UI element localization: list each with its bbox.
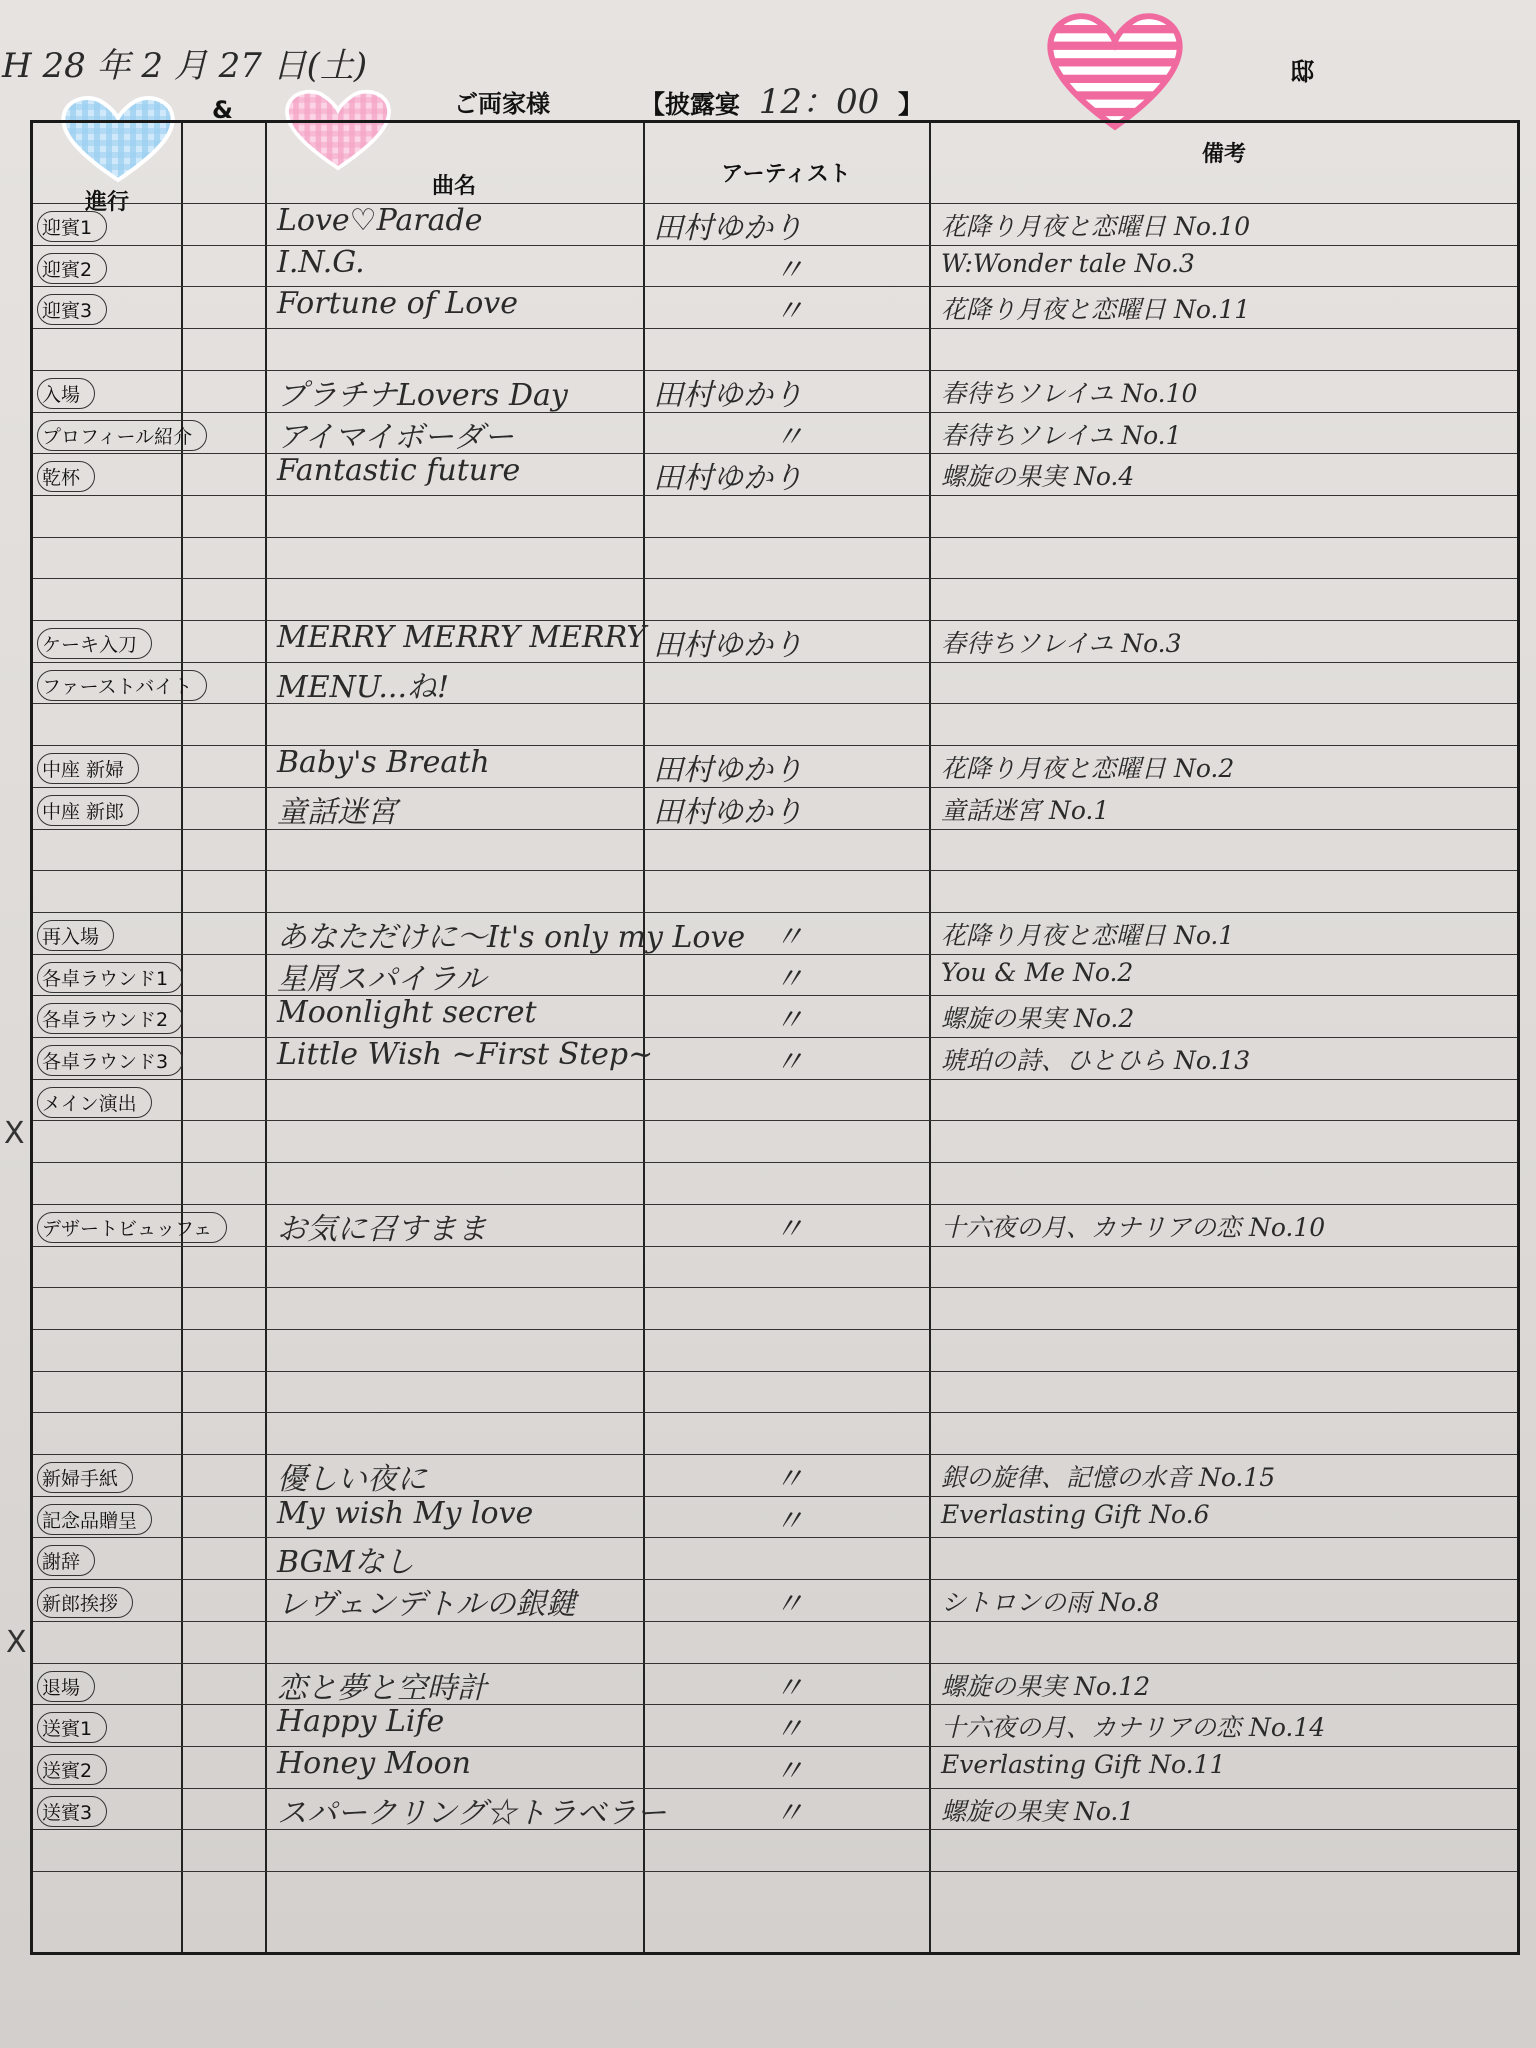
artist-cell: 〃 — [774, 1003, 804, 1039]
col-header-memo: 備考 — [1201, 142, 1246, 167]
table-row — [33, 1371, 1517, 1413]
song-cell: Happy Life — [277, 1704, 445, 1740]
stage-cell: 送賓3 — [37, 1796, 107, 1827]
table-row — [33, 1037, 1517, 1079]
memo-cell: 螺旋の果実 No.12 — [941, 1671, 1151, 1701]
reception-time: 12：00 — [758, 82, 880, 122]
ampersand: & — [212, 96, 233, 124]
memo-cell: 春待ちソレイユ No.10 — [941, 378, 1198, 408]
table-row — [33, 1079, 1517, 1121]
memo-cell: W:Wonder tale No.3 — [941, 248, 1195, 278]
artist-cell: 田村ゆかり — [653, 794, 803, 830]
artist-cell: 〃 — [774, 1712, 804, 1748]
table-row — [33, 1663, 1517, 1705]
table-row — [33, 1704, 1517, 1746]
song-cell: MENU...ね! — [277, 669, 450, 705]
song-cell: MERRY MERRY MERRY — [277, 620, 647, 655]
table-row — [33, 1246, 1517, 1288]
table-row — [33, 703, 1517, 745]
song-cell: Fantastic future — [277, 453, 521, 489]
stage-cell: ケーキ入刀 — [37, 628, 152, 659]
artist-cell: 田村ゆかり — [653, 628, 803, 663]
artist-cell: 〃 — [774, 1753, 804, 1789]
memo-cell: 十六夜の月、カナリアの恋 No.14 — [941, 1713, 1326, 1743]
table-row — [33, 1204, 1517, 1246]
table-row — [33, 870, 1517, 912]
memo-cell: 花降り月夜と恋曜日 No.10 — [941, 212, 1251, 241]
stage-cell: 退場 — [37, 1671, 95, 1702]
stage-cell: 謝辞 — [37, 1545, 95, 1576]
song-cell: I.N.G. — [277, 244, 365, 280]
song-cell: Baby's Breath — [277, 745, 490, 781]
song-cell: 童話迷宮 — [277, 794, 397, 830]
table-row — [33, 1537, 1517, 1579]
table-row — [33, 662, 1517, 704]
song-cell: 恋と夢と空時計 — [277, 1670, 487, 1706]
table-row — [33, 203, 1517, 245]
table-row — [33, 1287, 1517, 1329]
song-cell: Moonlight secret — [277, 995, 537, 1031]
song-cell: 星屑スパイラル — [277, 961, 487, 997]
date-text: H 28 年 2 月 27 日(土) — [2, 46, 368, 86]
table-row — [33, 829, 1517, 871]
stage-cell: 迎賓3 — [37, 294, 107, 325]
stage-cell: 新婦手紙 — [37, 1462, 133, 1493]
stage-cell: ファーストバイト — [37, 670, 207, 701]
memo-cell: シトロンの雨 No.8 — [941, 1588, 1160, 1618]
table-row — [33, 412, 1517, 454]
memo-cell: 花降り月夜と恋曜日 No.1 — [941, 920, 1235, 950]
table-row — [33, 954, 1517, 996]
song-cell: スパークリング☆トラベラー — [277, 1795, 667, 1831]
stage-cell: 記念品贈呈 — [37, 1504, 152, 1535]
artist-cell: 〃 — [774, 1045, 804, 1080]
table-row — [33, 495, 1517, 537]
song-cell: Love♡Parade — [277, 203, 483, 238]
table-row — [33, 620, 1517, 662]
stage-cell: 各卓ラウンド2 — [37, 1003, 183, 1034]
memo-cell: 螺旋の果実 No.4 — [941, 462, 1135, 492]
song-cell: あなただけに〜It's only my Love — [277, 919, 746, 955]
stage-cell: プロフィール紹介 — [37, 420, 207, 451]
stage-cell: 中座 新郎 — [37, 795, 139, 826]
table-row — [33, 1788, 1517, 1830]
song-cell: アイマイボーダー — [277, 419, 514, 455]
table-row — [33, 1412, 1517, 1454]
margin-x-mark-2: X — [6, 1625, 27, 1660]
artist-cell: 〃 — [774, 961, 804, 997]
memo-cell: Everlasting Gift No.11 — [941, 1749, 1226, 1779]
table-row — [33, 745, 1517, 787]
stage-cell: 迎賓2 — [37, 253, 107, 284]
table-row — [33, 370, 1517, 412]
table-row — [33, 1621, 1517, 1663]
table-row — [33, 1329, 1517, 1371]
artist-cell: 〃 — [774, 1462, 804, 1497]
table-row — [33, 1120, 1517, 1162]
artist-cell: 〃 — [774, 252, 804, 288]
stage-cell: 入場 — [37, 378, 95, 409]
artist-cell: 〃 — [774, 1211, 804, 1247]
margin-x-mark-1: X — [4, 1116, 25, 1151]
memo-cell: You & Me No.2 — [941, 957, 1134, 987]
song-cell: Little Wish ~First Step~ — [277, 1037, 654, 1072]
stage-cell: 乾杯 — [37, 461, 95, 492]
artist-cell: 〃 — [774, 294, 804, 330]
striped-heart-sticker — [1044, 8, 1186, 132]
song-cell: 優しい夜に — [277, 1462, 427, 1497]
memo-cell: 花降り月夜と恋曜日 No.11 — [941, 295, 1251, 325]
residence-label: 邸 — [1290, 58, 1314, 86]
stage-cell: デザートビュッフェ — [37, 1212, 227, 1243]
stage-cell: 迎賓1 — [37, 211, 107, 242]
col-header-song: 曲名 — [431, 174, 476, 199]
song-cell: レヴェンデトルの銀鍵 — [277, 1587, 576, 1623]
song-cell: お気に召すまま — [277, 1211, 487, 1247]
artist-cell: 〃 — [774, 1503, 804, 1539]
table-row — [33, 537, 1517, 579]
reception-label-text: 【披露宴 — [640, 90, 741, 119]
stage-cell: 新郎挨拶 — [37, 1587, 133, 1618]
artist-cell: 〃 — [774, 1587, 804, 1623]
table-row — [33, 328, 1517, 370]
song-cell: Fortune of Love — [277, 286, 518, 322]
family-label: ご両家様 — [454, 90, 550, 118]
artist-cell: 〃 — [774, 1670, 804, 1706]
artist-cell: 田村ゆかり — [653, 377, 803, 413]
table-row — [33, 578, 1517, 620]
artist-cell: 〃 — [774, 919, 804, 955]
music-schedule-table — [30, 120, 1520, 1955]
memo-cell: 螺旋の果実 No.2 — [941, 1004, 1135, 1034]
table-row — [33, 1579, 1517, 1621]
stage-cell: 中座 新婦 — [37, 753, 139, 784]
artist-cell: 田村ゆかり — [653, 753, 803, 789]
memo-cell: 銀の旋律、記憶の水音 No.15 — [941, 1463, 1276, 1492]
col-header-artist: アーティスト — [721, 162, 851, 187]
col-header-stage: 進行 — [84, 190, 129, 215]
reception-label — [640, 74, 923, 123]
song-cell: Honey Moon — [277, 1745, 471, 1781]
table-row — [33, 453, 1517, 495]
table-row — [33, 1746, 1517, 1788]
stage-cell: 再入場 — [37, 920, 114, 951]
song-cell: プラチナLovers Day — [277, 377, 568, 413]
stage-cell: 送賓1 — [37, 1712, 107, 1743]
table-row — [33, 912, 1517, 954]
table-row — [33, 245, 1517, 287]
table-row — [33, 1454, 1517, 1496]
stage-cell: 各卓ラウンド1 — [37, 962, 183, 993]
song-cell: My wish My love — [277, 1495, 534, 1531]
artist-cell: 〃 — [774, 1795, 804, 1831]
song-cell: BGMなし — [277, 1545, 415, 1581]
table-row — [33, 1829, 1517, 1871]
memo-cell: 花降り月夜と恋曜日 No.2 — [941, 754, 1235, 784]
stage-cell: 各卓ラウンド3 — [37, 1045, 183, 1076]
memo-cell: 春待ちソレイユ No.1 — [941, 420, 1182, 450]
table-row — [33, 995, 1517, 1037]
artist-cell: 〃 — [774, 419, 804, 455]
reception-close: 】 — [897, 90, 923, 119]
artist-cell: 田村ゆかり — [653, 211, 803, 246]
artist-cell: 田村ゆかり — [653, 461, 803, 497]
memo-cell: Everlasting Gift No.6 — [941, 1499, 1210, 1529]
memo-cell: 螺旋の果実 No.1 — [941, 1796, 1135, 1826]
table-row — [33, 787, 1517, 829]
table-row — [33, 1162, 1517, 1204]
stage-cell: 送賓2 — [37, 1754, 107, 1785]
memo-cell: 十六夜の月、カナリアの恋 No.10 — [941, 1212, 1326, 1242]
memo-cell: 琥珀の詩、ひとひら No.13 — [941, 1046, 1251, 1075]
table-row — [33, 286, 1517, 328]
stage-cell: メイン演出 — [37, 1087, 152, 1118]
table-row — [33, 1496, 1517, 1538]
memo-cell: 童話迷宮 No.1 — [941, 795, 1110, 825]
memo-cell: 春待ちソレイユ No.3 — [941, 629, 1182, 658]
